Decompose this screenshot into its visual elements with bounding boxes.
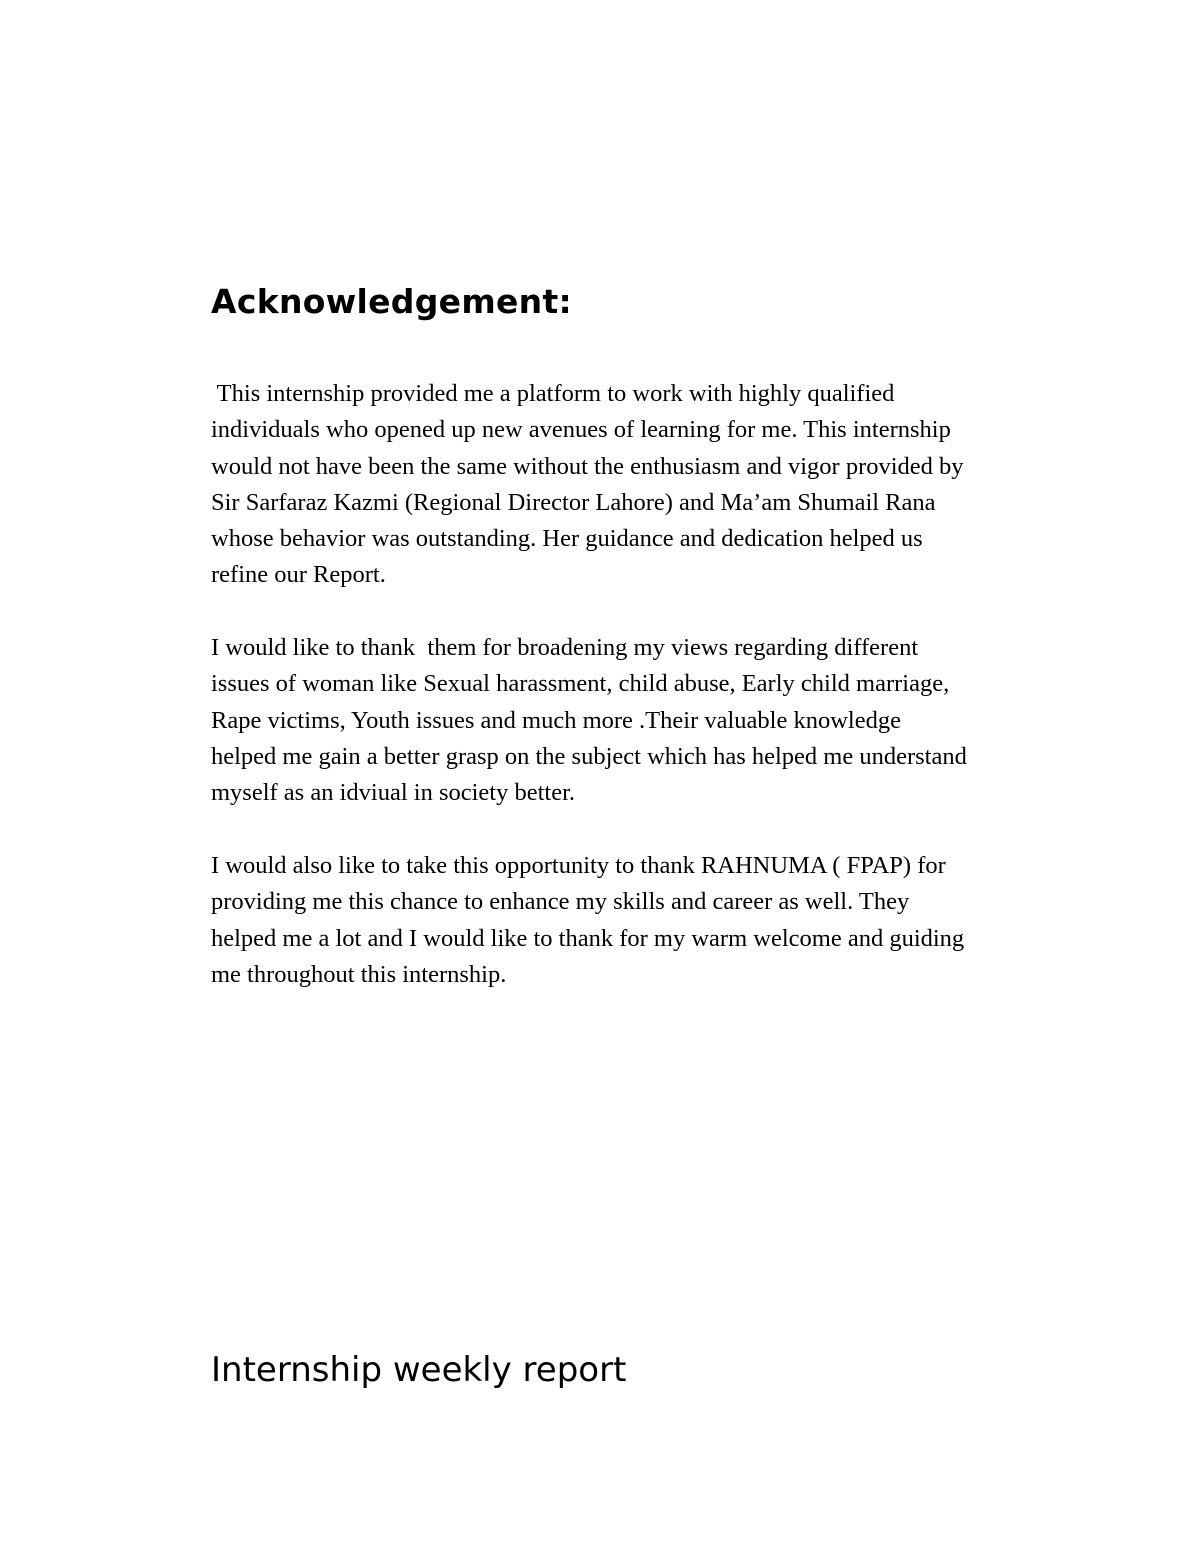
- acknowledgement-paragraph-2: [211, 630, 1071, 811]
- internship-weekly-report-title: Internship weekly report: [211, 1350, 627, 1390]
- paragraph-line: providing me this chance to enhance my skills and career as well. They: [211, 888, 910, 916]
- paragraph-line: refine our Report.: [211, 561, 386, 589]
- paragraph-line: individuals who opened up new avenues of learning for me. This internship: [211, 416, 951, 444]
- paragraph-line: helped me a lot and I would like to thank for my warm welcome and guiding: [211, 924, 965, 952]
- paragraph-line: Sir Sarfaraz Kazmi (Regional Director Lahore) and Ma’am Shumail Rana: [211, 488, 936, 516]
- acknowledgement-paragraph-1: [211, 376, 1071, 594]
- acknowledgement-paragraph-3: [211, 848, 1071, 993]
- paragraph-line: I would also like to take this opportunity to thank RAHNUMA ( FPAP) for: [211, 852, 946, 879]
- paragraph-line: would not have been the same without the enthusiasm and vigor provided by: [211, 452, 964, 480]
- paragraph-line: helped me gain a better grasp on the subject which has helped me understand: [211, 742, 967, 770]
- paragraph-line: myself as an idviual in society better.: [211, 779, 576, 807]
- paragraph-line: whose behavior was outstanding. Her guidance and dedication helped us: [211, 525, 923, 553]
- paragraph-line: issues of woman like Sexual harassment, child abuse, Early child marriage,: [211, 670, 950, 698]
- paragraph-line: I would like to thank them for broadening my views regarding different: [211, 634, 919, 661]
- paragraph-line: This internship provided me a platform to work with highly qualified: [211, 380, 895, 407]
- acknowledgement-heading: Acknowledgement:: [211, 282, 573, 321]
- paragraph-line: Rape victims, Youth issues and much more .Their valuable knowledge: [211, 706, 901, 734]
- paragraph-line: me throughout this internship.: [211, 960, 507, 988]
